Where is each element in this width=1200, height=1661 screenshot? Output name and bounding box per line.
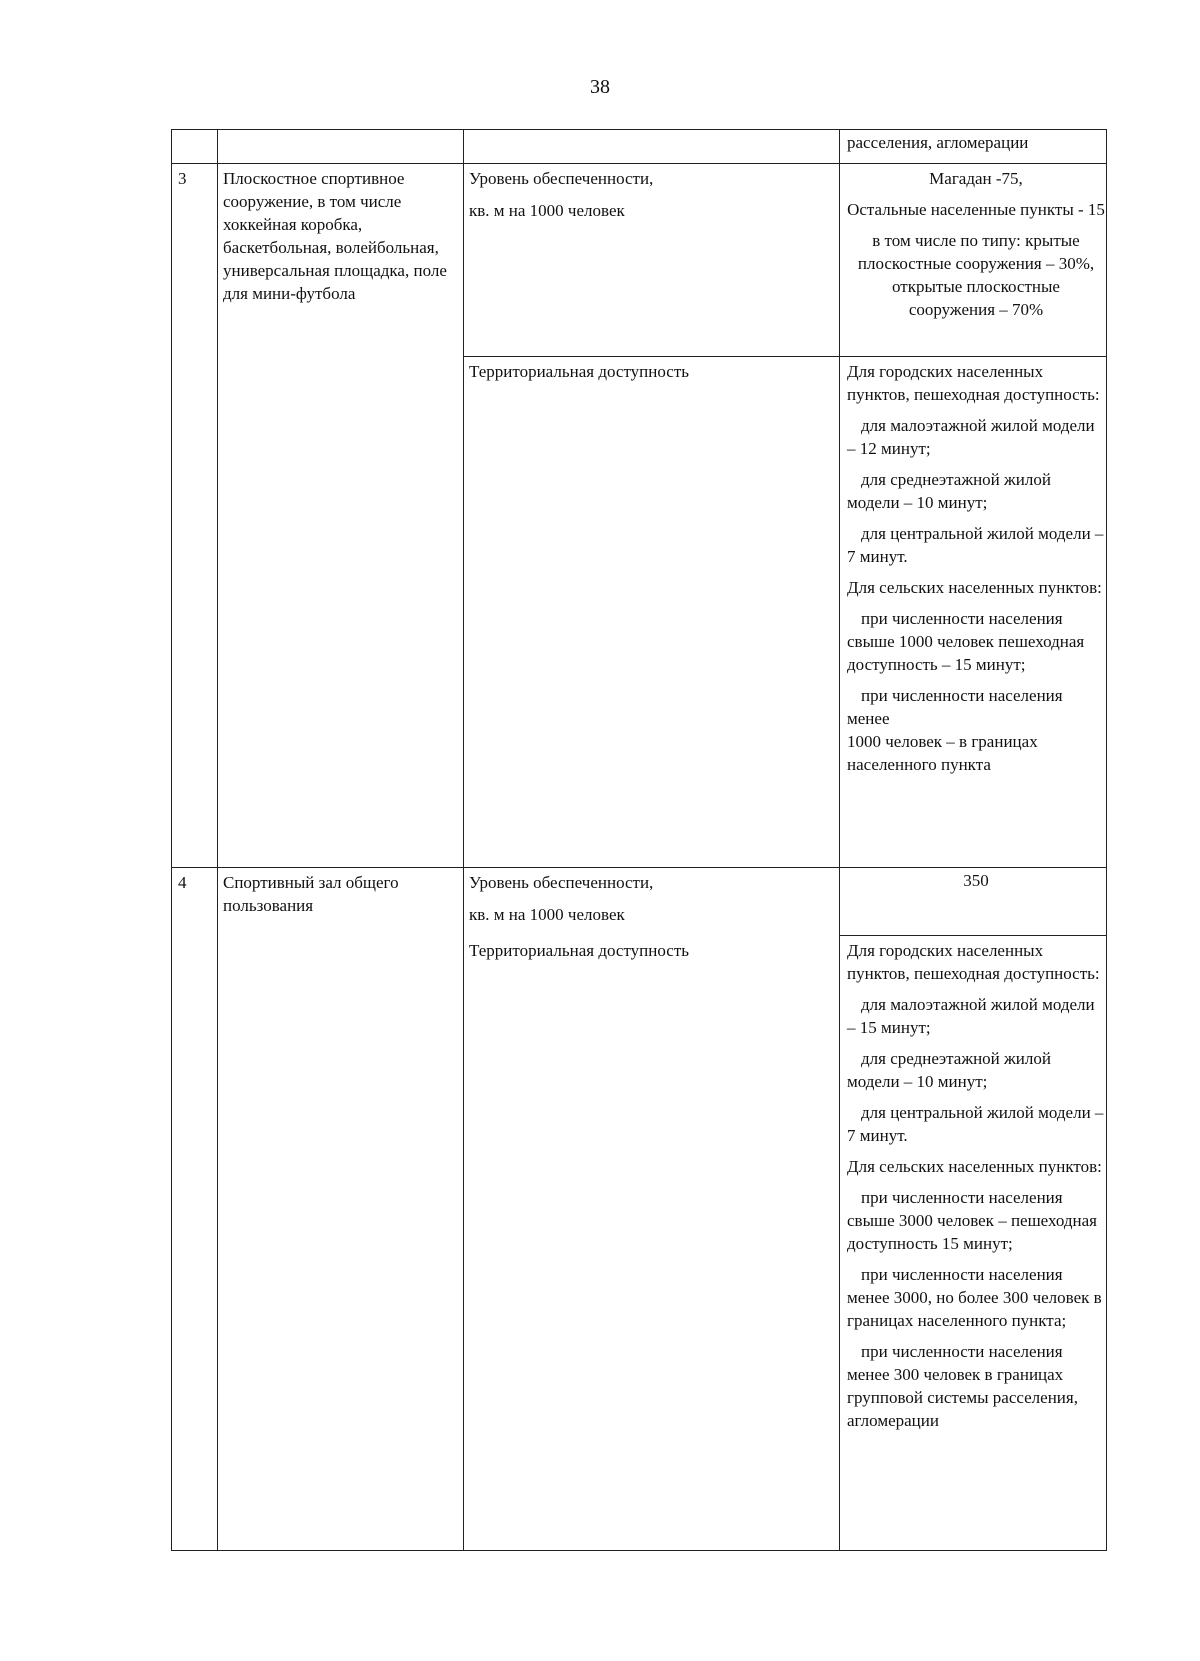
table-line	[463, 129, 464, 1550]
indicator-accessibility: Территориальная доступность	[469, 362, 689, 381]
continuation-value: расселения, агломерации	[847, 133, 1029, 152]
table-line	[171, 867, 1107, 868]
value-paragraph: для малоэтажной жилой модели – 12 минут;	[847, 416, 1095, 458]
table-line	[839, 935, 1107, 936]
value-paragraph: Остальные населенные пункты - 15	[847, 200, 1105, 219]
indicator-line: кв. м на 1000 человек	[469, 905, 625, 924]
indicator-line: кв. м на 1000 человек	[469, 201, 625, 220]
row-number: 3	[178, 169, 187, 188]
value-accessibility	[847, 939, 1105, 1432]
value-paragraph: Для сельских населенных пунктов:	[847, 1157, 1102, 1176]
value-paragraph: 1000 человек – в границах населенного пункта	[847, 732, 1038, 774]
table-line	[1106, 129, 1107, 1550]
value-paragraph: при численности населения менее	[847, 686, 1063, 728]
value-paragraph: Для городских населенных пунктов, пешеходная доступность:	[847, 362, 1100, 404]
value-paragraph: при численности населения свыше 3000 человек – пешеходная доступность 15 минут;	[847, 1188, 1097, 1253]
table-line	[171, 129, 172, 1550]
table-line	[463, 356, 1107, 357]
value-paragraph: при численности населения свыше 1000 человек пешеходная доступность – 15 минут;	[847, 609, 1085, 674]
table-line	[171, 163, 1107, 164]
value-paragraph: для малоэтажной жилой модели – 15 минут;	[847, 995, 1095, 1037]
page-number: 38	[590, 76, 610, 98]
value-paragraph: Магадан -75,	[929, 169, 1023, 188]
value-provision	[847, 167, 1105, 321]
indicator-accessibility: Территориальная доступность	[469, 941, 689, 960]
value-provision: 350	[963, 871, 989, 890]
value-paragraph: Для сельских населенных пунктов:	[847, 578, 1102, 597]
facility-name: Спортивный зал общего пользования	[223, 873, 399, 915]
indicator-line: Уровень обеспеченности,	[469, 873, 654, 892]
value-paragraph: в том числе по типу: крытые плоскостные сооружения – 30%, открытые плоскостные сооружения – 70%	[857, 231, 1095, 319]
value-paragraph: для среднеэтажной жилой модели – 10 минут;	[847, 1049, 1051, 1091]
value-accessibility	[847, 360, 1105, 776]
table-line	[171, 129, 1107, 130]
indicator-provision	[469, 167, 839, 222]
value-paragraph: при численности населения менее 300 человек в границах групповой системы расселения, агломерации	[847, 1342, 1078, 1430]
facility-name: Плоскостное спортивное сооружение, в том числе хоккейная коробка, баскетбольная, волейбольная, универсальная площадка, поле для мини-футбола	[223, 169, 447, 303]
value-paragraph: для среднеэтажной жилой модели – 10 минут;	[847, 470, 1051, 512]
value-paragraph: для центральной жилой модели – 7 минут.	[847, 524, 1104, 566]
indicator-provision	[469, 871, 839, 926]
value-paragraph: для центральной жилой модели – 7 минут.	[847, 1103, 1104, 1145]
value-paragraph: Для городских населенных пунктов, пешеходная доступность:	[847, 941, 1100, 983]
indicator-line: Уровень обеспеченности,	[469, 169, 654, 188]
row-number: 4	[178, 873, 187, 892]
table-line	[839, 129, 840, 1550]
table-line	[217, 129, 218, 1550]
value-paragraph: при численности населения менее 3000, но более 300 человек в границах населенного пункта;	[847, 1265, 1102, 1330]
table-line	[171, 1550, 1107, 1551]
